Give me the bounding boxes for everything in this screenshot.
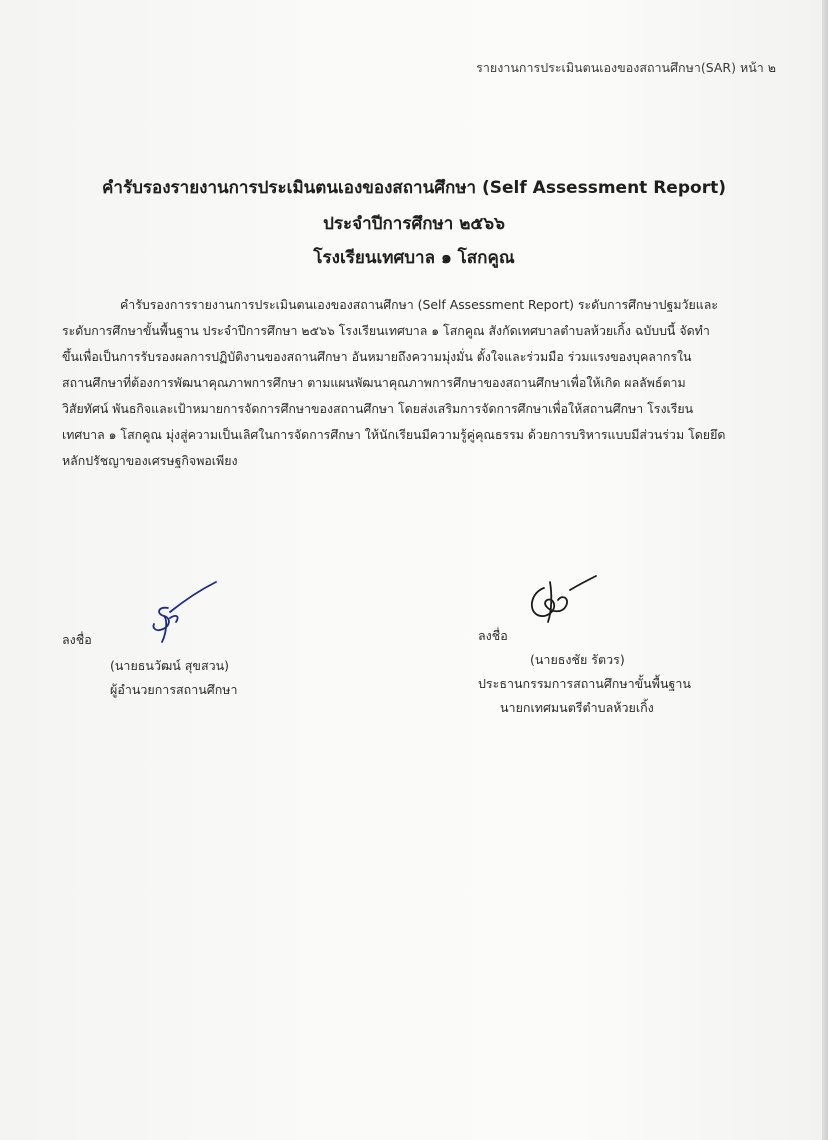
left-signature-image (140, 578, 230, 648)
right-signer-name: (นายธงชัย รัตวร) (530, 652, 625, 667)
body-line-2: ระดับการศึกษาขั้นพื้นฐาน ประจำปีการศึกษา ๒๕๖๖ โรงเรียนเทศบาล ๑ โสกคูณ สังกัดเทศบาลตำบลห้วยเกิ้ง ฉบับบนี้ จัดทำ (62, 323, 710, 338)
body-line-4: สถานศึกษาที่ต้องการพัฒนาคุณภาพการศึกษา ตามแผนพัฒนาคุณภาพการศึกษาของสถานศึกษาเพื่อให้เกิด ผลลัพธ์ตาม (62, 375, 686, 390)
body-line-7: หลักปรัชญาของเศรษฐกิจพอเพียง (62, 453, 238, 468)
body-line-3: ขึ้นเพื่อเป็นการรับรองผลการปฏิบัติงานของสถานศึกษา อันหมายถึงความมุ่งมั่น ตั้งใจและร่วมมือ ร่วมแรงของบุคลากรใน (62, 349, 692, 364)
title-line-2: ประจำปีการศึกษา ๒๕๖๖ (323, 214, 505, 234)
body-line-6: เทศบาล ๑ โสกคูณ มุ่งสู่ความเป็นเลิศในการจัดการศึกษา ให้นักเรียนมีความรู้คู่คุณธรรม ด้วยการบริหารแบบมีส่วนร่วม โดยยึด (62, 427, 726, 442)
right-signer-position-2: นายกเทศมนตรีตำบลห้วยเกิ้ง (500, 700, 654, 715)
right-signature-image (522, 574, 602, 630)
left-signer-name: (นายธนวัฒน์ สุขสวน) (110, 658, 230, 673)
title-line-1: คำรับรองรายงานการประเมินตนเองของสถานศึกษา (Self Assessment Report) (102, 178, 726, 198)
right-sign-label: ลงชื่อ (478, 628, 508, 643)
body-line-1: คำรับรองการรายงานการประเมินตนเองของสถานศึกษา (Self Assessment Report) ระดับการศึกษาปฐมวัยและ (120, 297, 718, 312)
left-signer-position: ผู้อำนวยการสถานศึกษา (110, 682, 238, 697)
title-line-3: โรงเรียนเทศบาล ๑ โสกคูณ (313, 248, 515, 268)
page-edge-shadow (822, 0, 828, 1140)
body-line-5: วิสัยทัศน์ พันธกิจและเป้าหมายการจัดการศึกษาของสถานศึกษา โดยส่งเสริมการจัดการศึกษาเพื่อให้สถานศึกษา โรงเรียน (62, 401, 694, 416)
page-header: รายงานการประเมินตนเองของสถานศึกษา(SAR) หน้า ๒ (476, 60, 776, 75)
left-sign-label: ลงชื่อ (62, 632, 92, 647)
right-signer-position-1: ประธานกรรมการสถานศึกษาขั้นพื้นฐาน (478, 676, 691, 691)
